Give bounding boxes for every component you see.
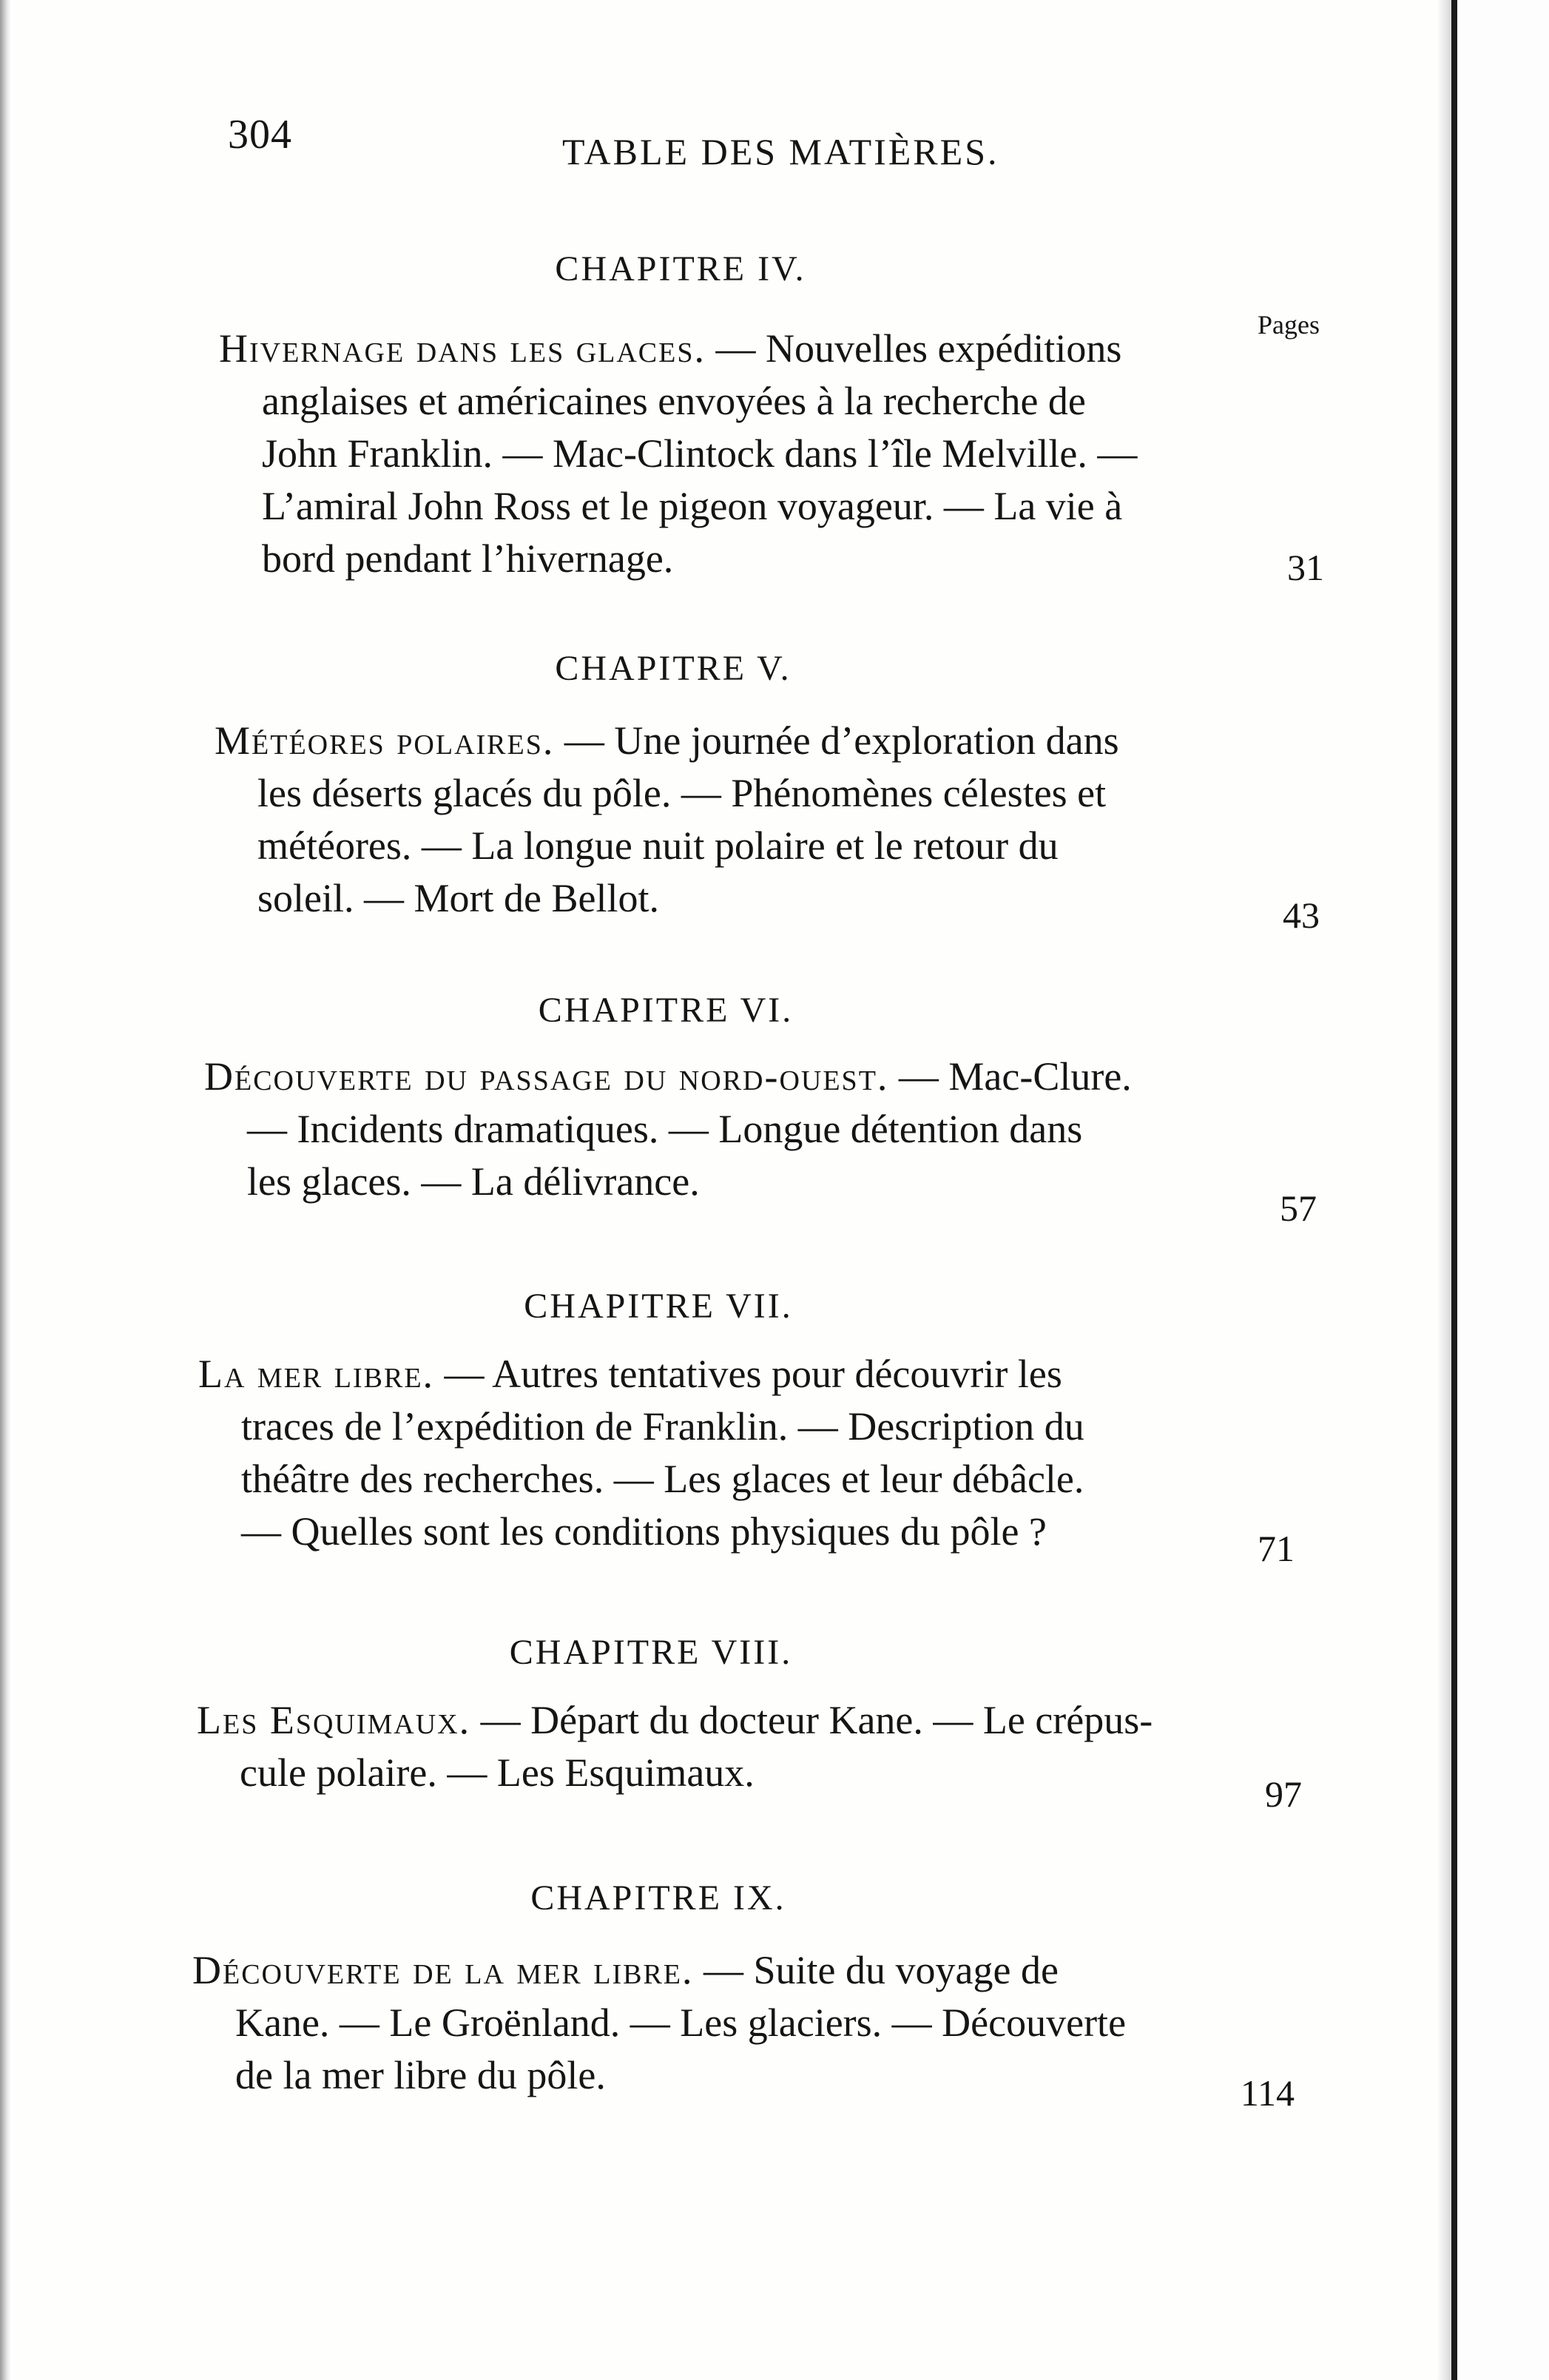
summary-line-first bbox=[204, 1051, 1240, 1103]
chapter-title: Hivernage dans les glaces. bbox=[219, 326, 706, 371]
chapter-title: Découverte du passage du nord-ouest. bbox=[204, 1054, 889, 1099]
summary-line: Kane. — Le Groënland. — Les glaciers. — Découverte bbox=[235, 2000, 1127, 2045]
summary-line: les déserts glacés du pôle. — Phénomènes célestes et bbox=[257, 771, 1107, 815]
summary-line: cule polaire. — Les Esquimaux. bbox=[240, 1750, 755, 1795]
chapter-heading: CHAPITRE IV. bbox=[555, 249, 806, 289]
summary-line: de la mer libre du pôle. bbox=[235, 2053, 606, 2097]
running-head: TABLE DES MATIÈRES. bbox=[562, 131, 999, 172]
summary-line: anglaises et américaines envoyées à la recherche de bbox=[262, 379, 1086, 423]
summary-text: — Départ du docteur Kane. — Le crépus- bbox=[480, 1698, 1153, 1742]
scan-margin bbox=[1457, 0, 1549, 2380]
pages-column-label: Pages bbox=[1258, 310, 1320, 340]
summary-text: — Une journée d’exploration dans bbox=[564, 718, 1119, 763]
summary-text: — Mac-Clure. bbox=[898, 1054, 1132, 1099]
chapter-heading: CHAPITRE V. bbox=[555, 649, 792, 688]
chapter-summary bbox=[215, 715, 1235, 925]
page-reference: 43 bbox=[1283, 894, 1320, 936]
summary-line: les glaces. — La délivrance. bbox=[247, 1159, 700, 1204]
chapter-heading: CHAPITRE VI. bbox=[538, 991, 794, 1030]
chapter-title: Les Esquimaux. bbox=[197, 1698, 471, 1742]
summary-line-first bbox=[198, 1348, 1234, 1400]
page-reference: 71 bbox=[1258, 1528, 1295, 1569]
chapter-heading: CHAPITRE VIII. bbox=[509, 1633, 793, 1672]
summary-line: — Quelles sont les conditions physiques du pôle ? bbox=[241, 1509, 1047, 1554]
chapter-summary bbox=[197, 1694, 1232, 1799]
chapter-title: Météores polaires. bbox=[215, 718, 555, 763]
page-edge-shadow bbox=[1437, 0, 1451, 2380]
summary-line: traces de l’expédition de Franklin. — Description du bbox=[241, 1404, 1084, 1449]
page-reference: 114 bbox=[1240, 2072, 1295, 2114]
summary-line: météores. — La longue nuit polaire et le retour du bbox=[257, 823, 1059, 868]
chapter-title: Découverte de la mer libre. bbox=[192, 1948, 694, 1992]
summary-line-first bbox=[197, 1694, 1232, 1747]
summary-text: — Nouvelles expéditions bbox=[715, 326, 1122, 371]
chapter-summary bbox=[192, 1944, 1228, 2102]
page-number: 304 bbox=[228, 112, 292, 158]
chapter-heading: CHAPITRE IX. bbox=[530, 1878, 786, 1918]
summary-line-first bbox=[192, 1944, 1228, 1997]
page-edge-border bbox=[1451, 0, 1457, 2380]
summary-line-first bbox=[215, 715, 1235, 767]
summary-line: — Incidents dramatiques. — Longue détention dans bbox=[247, 1107, 1083, 1151]
summary-line: soleil. — Mort de Bellot. bbox=[257, 876, 659, 920]
chapter-summary bbox=[219, 323, 1240, 585]
summary-line: théâtre des recherches. — Les glaces et leur débâcle. bbox=[241, 1457, 1084, 1501]
summary-line: bord pendant l’hivernage. bbox=[262, 536, 674, 581]
page-reference: 57 bbox=[1280, 1187, 1317, 1229]
page-reference: 31 bbox=[1287, 547, 1324, 588]
chapter-heading: CHAPITRE VII. bbox=[524, 1287, 793, 1326]
chapter-summary bbox=[198, 1348, 1234, 1558]
summary-text: — Autres tentatives pour découvrir les bbox=[444, 1352, 1062, 1396]
page-reference: 97 bbox=[1265, 1773, 1302, 1815]
summary-text: — Suite du voyage de bbox=[703, 1948, 1059, 1992]
page-spine-shadow bbox=[0, 0, 10, 2380]
summary-line-first bbox=[219, 323, 1240, 375]
chapter-summary bbox=[204, 1051, 1240, 1208]
summary-line: L’amiral John Ross et le pigeon voyageur. — La vie à bbox=[262, 484, 1123, 528]
chapter-title: La mer libre. bbox=[198, 1352, 435, 1396]
summary-line: John Franklin. — Mac-Clintock dans l’île Melville. — bbox=[262, 431, 1138, 476]
